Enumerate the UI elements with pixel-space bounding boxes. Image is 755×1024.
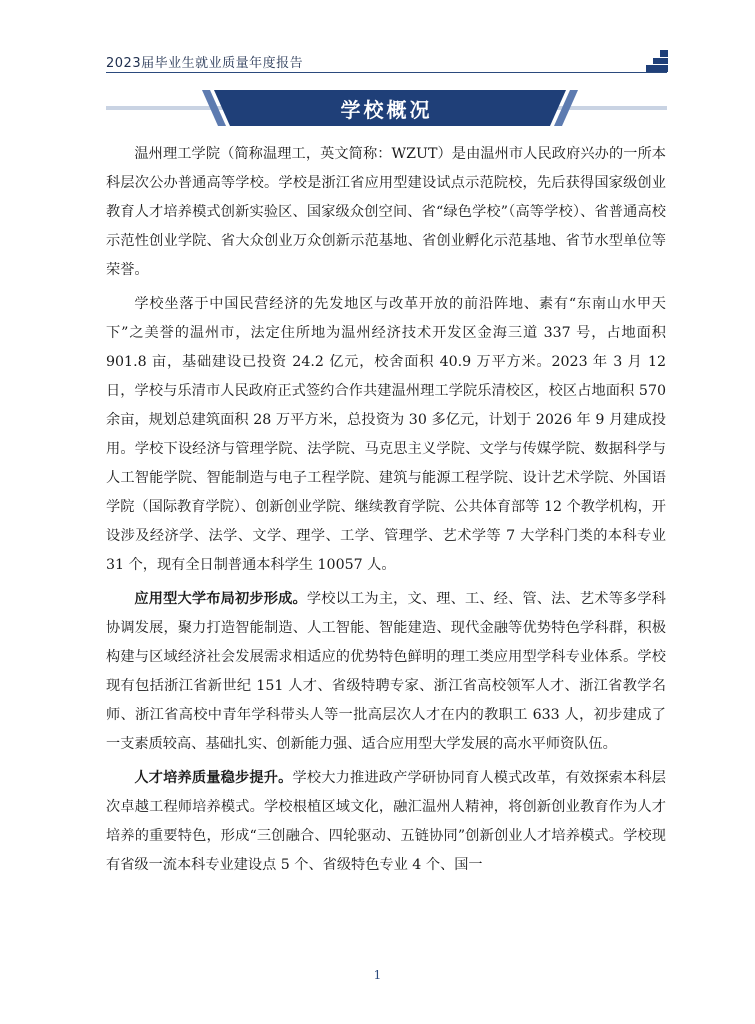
paragraph-intro: [106, 140, 666, 285]
document-body: [106, 140, 666, 885]
header-divider: [106, 72, 667, 73]
paragraph-lead: 人才培养质量稳步提升。: [134, 770, 293, 786]
paragraph-text: 学校以工为主，文、理、工、经、管、法、艺术等多学科协调发展，聚力打造智能制造、人工智能、智能建造、现代金融等优势特色学科群，积极构建与区域经济社会发展需求相适应的优势特色鲜明的理工类应用型学科专业体系。学校现有包括浙江省新世纪 151 人才、省级特聘专家、浙江省高校领军人才、浙江省教学名师、浙江省高校中青年学科带头人等一批高层次人才在内的教职工 633 人，初步建成了一支素质较高、基础扎实、创新能力强、适合应用型大学发展的高水平师资队伍。: [106, 591, 666, 752]
running-header: [106, 50, 666, 72]
section-banner: [106, 88, 667, 128]
report-title: 2023届毕业生就业质量年度报告: [106, 56, 304, 71]
paragraph-location: [106, 290, 666, 580]
paragraph-text: 学校坐落于中国民营经济的先发地区与改革开放的前沿阵地、素有“东南山水甲天下”之美誉的温州市，法定住所地为温州经济技术开发区金海三道 337 号，占地面积 901.8 亩，基础建设已投资 24.2 亿元，校舍面积 40.9 万平方米。2023 年 3 月 12 日，学校与乐清市人民政府正式签约合作共建温州理工学院乐清校区，校区占地面积 570 余亩，规划总建筑面积 28 万平方米，总投资为 30 多亿元，计划于 2026 年 9 月建成投用。学校下设经济与管理学院、法学院、马克思主义学院、文学与传媒学院、数据科学与人工智能学院、智能制造与电子工程学院、建筑与能源工程学院、设计艺术学院、外国语学院（国际教育学院）、创新创业学院、继续教育学院、公共体育部等 12 个教学机构，开设涉及经济学、法学、文学、理学、工学、管理学、艺术学等 7 大学科门类的本科专业 31 个，现有全日制普通本科学生 10057 人。: [106, 296, 666, 573]
paragraph-text: 学校大力推进政产学研协同育人模式改革，有效探索本科层次卓越工程师培养模式。学校根植区域文化，融汇温州人精神，将创新创业教育作为人才培养的重要特色，形成“三创融合、四轮驱动、五链协同”创新创业人才培养模式。学校现有省级一流本科专业建设点 5 个、省级特色专业 4 个、国一: [106, 770, 666, 873]
paragraph-lead: 应用型大学布局初步形成。: [134, 591, 307, 607]
paragraph-applied-university: [106, 585, 666, 759]
paragraph-talent-training: [106, 764, 666, 880]
page-number: 1: [373, 968, 382, 982]
paragraph-text: 温州理工学院（简称温理工，英文简称：WZUT）是由温州市人民政府兴办的一所本科层次公办普通高等学校。学校是浙江省应用型建设试点示范院校，先后获得国家级创业教育人才培养模式创新实验区、国家级众创空间、省“绿色学校”（高等学校）、省普通高校示范性创业学院、省大众创业万众创新示范基地、省创业孵化示范基地、省节水型单位等荣誉。: [106, 146, 666, 278]
section-title: 学校概况: [340, 98, 433, 122]
logo-blocks-icon: [646, 50, 668, 72]
